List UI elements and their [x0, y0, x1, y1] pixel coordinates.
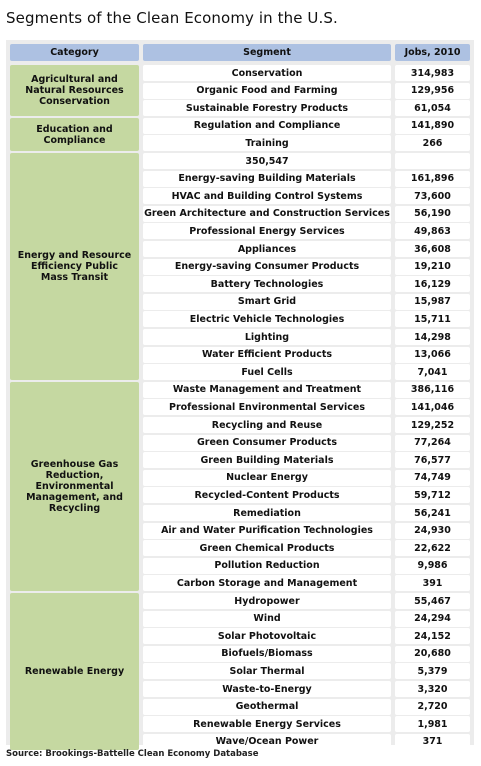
jobs-cell: 14,298 — [395, 329, 470, 345]
segment-cell: Battery Technologies — [143, 276, 391, 292]
jobs-cell — [395, 153, 470, 169]
segment-cell: Solar Photovoltaic — [143, 628, 391, 644]
jobs-cell: 129,956 — [395, 83, 470, 99]
category-cell — [10, 65, 139, 116]
jobs-cell: 77,264 — [395, 435, 470, 451]
page-title: Segments of the Clean Economy in the U.S. — [6, 9, 338, 27]
jobs-cell: 74,749 — [395, 470, 470, 486]
segment-cell: Green Chemical Products — [143, 540, 391, 556]
segment-cell: Pollution Reduction — [143, 558, 391, 574]
segment-cell: Waste-to-Energy — [143, 681, 391, 697]
jobs-cell: 59,712 — [395, 487, 470, 503]
jobs-cell: 22,622 — [395, 540, 470, 556]
jobs-cell: 3,320 — [395, 681, 470, 697]
category-cell — [10, 153, 139, 380]
segment-cell: Carbon Storage and Management — [143, 575, 391, 591]
segment-cell: Green Building Materials — [143, 452, 391, 468]
segment-cell: 350,547 — [143, 153, 391, 169]
jobs-cell: 55,467 — [395, 593, 470, 609]
header-category: Category — [10, 44, 139, 61]
segment-cell: Remediation — [143, 505, 391, 521]
jobs-cell: 266 — [395, 135, 470, 151]
segment-cell: Sustainable Forestry Products — [143, 100, 391, 116]
segment-cell: Conservation — [143, 65, 391, 81]
clean-economy-table — [6, 40, 474, 748]
jobs-cell: 24,930 — [395, 523, 470, 539]
jobs-cell: 391 — [395, 575, 470, 591]
segment-cell: Electric Vehicle Technologies — [143, 311, 391, 327]
jobs-cell: 129,252 — [395, 417, 470, 433]
jobs-cell: 56,190 — [395, 206, 470, 222]
jobs-cell: 2,720 — [395, 699, 470, 715]
jobs-cell: 13,066 — [395, 347, 470, 363]
category-label: Energy and Resource Efficiency Public Mass Transit — [17, 250, 132, 284]
category-label: Renewable Energy — [24, 665, 125, 677]
jobs-cell: 161,896 — [395, 171, 470, 187]
jobs-cell: 16,129 — [395, 276, 470, 292]
jobs-cell: 371 — [395, 734, 470, 750]
category-label: Greenhouse Gas Reduction, Environmental Management, and Recycling — [26, 459, 123, 515]
category-cell — [10, 593, 139, 750]
jobs-cell: 56,241 — [395, 505, 470, 521]
jobs-cell: 9,986 — [395, 558, 470, 574]
jobs-cell: 24,294 — [395, 611, 470, 627]
segment-cell: Solar Thermal — [143, 663, 391, 679]
segment-cell: Hydropower — [143, 593, 391, 609]
segment-cell: Geothermal — [143, 699, 391, 715]
segment-cell: Smart Grid — [143, 294, 391, 310]
segment-cell: Renewable Energy Services — [143, 716, 391, 732]
segment-cell: Training — [143, 135, 391, 151]
segment-cell: Wave/Ocean Power — [143, 734, 391, 750]
segment-cell: Fuel Cells — [143, 364, 391, 380]
jobs-cell: 61,054 — [395, 100, 470, 116]
jobs-cell: 20,680 — [395, 646, 470, 662]
category-label: Agricultural and Natural Resources Conservation — [25, 74, 124, 108]
jobs-cell: 49,863 — [395, 223, 470, 239]
segment-cell: Professional Energy Services — [143, 223, 391, 239]
jobs-cell: 15,987 — [395, 294, 470, 310]
segment-cell: Professional Environmental Services — [143, 399, 391, 415]
segment-cell: Organic Food and Farming — [143, 83, 391, 99]
jobs-cell: 76,577 — [395, 452, 470, 468]
jobs-cell: 7,041 — [395, 364, 470, 380]
segment-cell: Waste Management and Treatment — [143, 382, 391, 398]
segment-cell: Lighting — [143, 329, 391, 345]
segment-cell: Appliances — [143, 241, 391, 257]
segment-cell: Energy-saving Consumer Products — [143, 259, 391, 275]
jobs-cell: 386,116 — [395, 382, 470, 398]
jobs-cell: 19,210 — [395, 259, 470, 275]
segment-cell: Wind — [143, 611, 391, 627]
segment-cell: Recycling and Reuse — [143, 417, 391, 433]
source-note: Source: Brookings-Battelle Clean Economy Database — [6, 749, 259, 759]
jobs-cell: 314,983 — [395, 65, 470, 81]
header-jobs: Jobs, 2010 — [395, 44, 470, 61]
jobs-cell: 36,608 — [395, 241, 470, 257]
segment-cell: Biofuels/Biomass — [143, 646, 391, 662]
segment-cell: Green Architecture and Construction Services — [143, 206, 391, 222]
jobs-cell: 15,711 — [395, 311, 470, 327]
category-label: Education and Compliance — [36, 123, 113, 146]
segment-cell: Recycled-Content Products — [143, 487, 391, 503]
jobs-cell: 1,981 — [395, 716, 470, 732]
segment-cell: Green Consumer Products — [143, 435, 391, 451]
jobs-cell: 141,046 — [395, 399, 470, 415]
jobs-cell: 5,379 — [395, 663, 470, 679]
segment-cell: HVAC and Building Control Systems — [143, 188, 391, 204]
segment-cell: Regulation and Compliance — [143, 118, 391, 134]
category-cell — [10, 382, 139, 592]
jobs-cell: 24,152 — [395, 628, 470, 644]
jobs-cell: 73,600 — [395, 188, 470, 204]
jobs-cell: 141,890 — [395, 118, 470, 134]
segment-cell: Water Efficient Products — [143, 347, 391, 363]
segment-cell: Air and Water Purification Technologies — [143, 523, 391, 539]
header-segment: Segment — [143, 44, 391, 61]
segment-cell: Energy-saving Building Materials — [143, 171, 391, 187]
segment-cell: Nuclear Energy — [143, 470, 391, 486]
category-cell — [10, 118, 139, 152]
